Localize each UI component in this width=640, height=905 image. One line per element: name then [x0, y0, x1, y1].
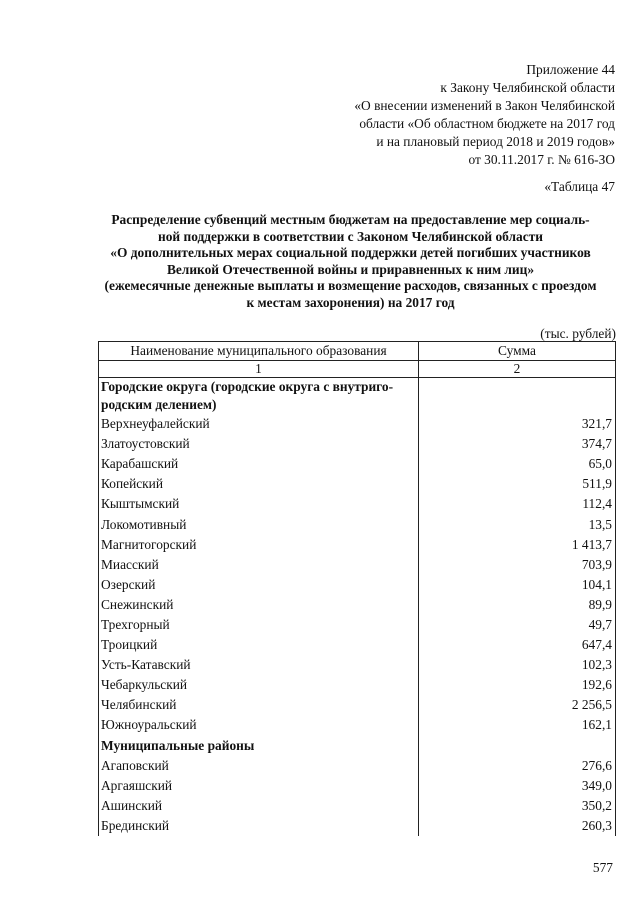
- table-row: [99, 514, 616, 534]
- table-row: [99, 555, 616, 575]
- group-heading-row: [99, 736, 616, 756]
- table-row: [99, 474, 616, 494]
- table-row: [99, 655, 616, 675]
- amount-value: 104,1: [419, 575, 616, 595]
- municipality-name: Челябинский: [99, 695, 419, 715]
- header-line: и на плановый период 2018 и 2019 годов»: [376, 134, 615, 149]
- table-row: [99, 615, 616, 635]
- amount-value: 511,9: [419, 474, 616, 494]
- column-numbers-row: [99, 361, 616, 378]
- amount-value: 192,6: [419, 675, 616, 695]
- header-line: к Закону Челябинской области: [440, 80, 615, 95]
- municipality-name: Агаповский: [99, 756, 419, 776]
- municipality-name: Локомотивный: [99, 514, 419, 534]
- amount-value: 260,3: [419, 816, 616, 836]
- amount-value: 13,5: [419, 514, 616, 534]
- appendix-header: [195, 61, 615, 169]
- column-header-sum: Сумма: [419, 342, 616, 361]
- amount-value: 65,0: [419, 454, 616, 474]
- table-row: [99, 695, 616, 715]
- municipality-name: Магнитогорский: [99, 535, 419, 555]
- page-number: 577: [592, 860, 613, 875]
- header-line: «О внесении изменений в Закон Челябинской: [354, 98, 615, 113]
- table-row: [99, 635, 616, 655]
- empty-cell: [419, 736, 616, 756]
- column-header-name: Наименование муниципального образования: [99, 342, 419, 361]
- group-heading-row: [99, 378, 616, 415]
- column-number: 1: [99, 361, 419, 378]
- table-header-row: [99, 342, 616, 361]
- table-label: «Таблица 47: [544, 179, 615, 194]
- title-line: к местам захоронения) на 2017 год: [246, 294, 455, 310]
- municipality-name: Златоустовский: [99, 434, 419, 454]
- amount-value: 349,0: [419, 776, 616, 796]
- amount-value: 162,1: [419, 715, 616, 735]
- municipality-name: Трехгорный: [99, 615, 419, 635]
- municipality-name: Аргаяшский: [99, 776, 419, 796]
- table-row: [99, 494, 616, 514]
- header-line: области «Об областном бюджете на 2017 год: [359, 116, 615, 131]
- municipality-name: Брединский: [99, 816, 419, 836]
- municipality-name: Южноуральский: [99, 715, 419, 735]
- amount-value: 1 413,7: [419, 535, 616, 555]
- title-line: «О дополнительных мерах социальной поддержки детей погибших участников: [110, 245, 591, 261]
- title-line: Великой Отечественной войны и приравненных к ним лиц»: [166, 261, 535, 277]
- municipality-name: Миасский: [99, 555, 419, 575]
- table-row: [99, 715, 616, 735]
- amount-value: 89,9: [419, 595, 616, 615]
- table-row: [99, 414, 616, 434]
- municipality-name: Копейский: [99, 474, 419, 494]
- municipality-name: Ашинский: [99, 796, 419, 816]
- amount-value: 102,3: [419, 655, 616, 675]
- units-label: (тыс. рублей): [540, 326, 616, 341]
- amount-value: 2 256,5: [419, 695, 616, 715]
- municipality-name: Троицкий: [99, 635, 419, 655]
- municipality-name: Снежинский: [99, 595, 419, 615]
- table-row: [99, 595, 616, 615]
- table-row: [99, 756, 616, 776]
- amount-value: 703,9: [419, 555, 616, 575]
- municipality-name: Усть-Катавский: [99, 655, 419, 675]
- table-row: [99, 675, 616, 695]
- municipality-name: Озерский: [99, 575, 419, 595]
- header-line: Приложение 44: [526, 62, 615, 77]
- table-row: [99, 776, 616, 796]
- table-row: [99, 535, 616, 555]
- amount-value: 350,2: [419, 796, 616, 816]
- title-line: ной поддержки в соответствии с Законом Челябинской области: [158, 228, 543, 244]
- table-row: [99, 796, 616, 816]
- amount-value: 112,4: [419, 494, 616, 514]
- header-line: от 30.11.2017 г. № 616-ЗО: [468, 152, 615, 167]
- group-heading: Городские округа (городские округа с внутриго-родским делением): [99, 378, 419, 415]
- municipality-name: Карабашский: [99, 454, 419, 474]
- table-body: [99, 361, 616, 836]
- amount-value: 374,7: [419, 434, 616, 454]
- title-line: (ежемесячные денежные выплаты и возмещение расходов, связанных с проездом: [104, 278, 597, 294]
- table-row: [99, 454, 616, 474]
- municipality-name: Кыштымский: [99, 494, 419, 514]
- column-number: 2: [419, 361, 616, 378]
- amount-value: 49,7: [419, 615, 616, 635]
- table-row: [99, 816, 616, 836]
- subvention-table: [98, 341, 616, 836]
- municipality-name: Верхнеуфалейский: [99, 414, 419, 434]
- group-heading: Муниципальные районы: [99, 736, 419, 756]
- municipality-name: Чебаркульский: [99, 675, 419, 695]
- table-row: [99, 434, 616, 454]
- amount-value: 276,6: [419, 756, 616, 776]
- document-title: [88, 212, 613, 312]
- amount-value: 647,4: [419, 635, 616, 655]
- amount-value: 321,7: [419, 414, 616, 434]
- title-line: Распределение субвенций местным бюджетам на предоставление мер социаль-: [111, 212, 590, 227]
- table-row: [99, 575, 616, 595]
- empty-cell: [419, 378, 616, 415]
